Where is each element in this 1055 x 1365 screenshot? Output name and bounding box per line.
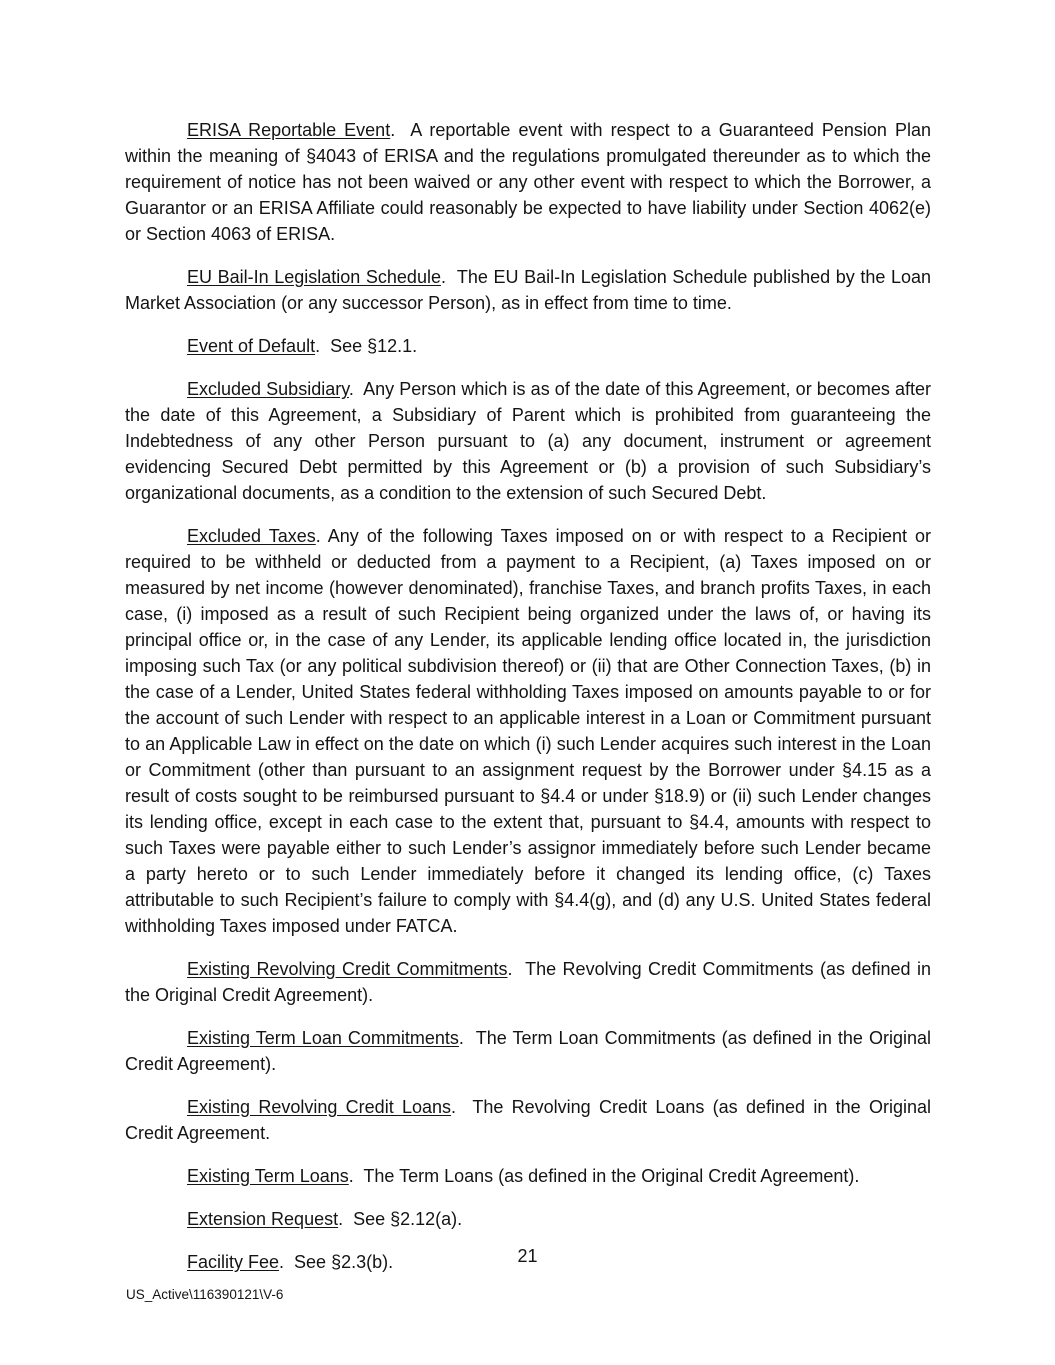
definition-text: . See §2.12(a). (338, 1209, 463, 1229)
defined-term: EU Bail-In Legislation Schedule (187, 267, 441, 287)
defined-term: ERISA Reportable Event (187, 120, 391, 140)
definition-text: . Any of the following Taxes imposed on or with respect to a Recipient or required to be withheld or deducted from a payment to a Recipient, (a) Taxes imposed on or measured by net income (however denominated), franchise Taxes, and branch profits Taxes, in each case, (i) imposed as a result of such Recipient being organized under the laws of, or having its principal office or, in the case of any Lender, its applicable lending office located in, the jurisdiction imposing such Tax (or any political subdivision thereof) or (ii) that are Other Connection Taxes, (b) in the case of a Lender, United States federal withholding Taxes imposed on amounts payable to or for the account of such Lender with respect to an applicable interest in a Loan or Commitment pursuant to an Applicable Law in effect on the date on which (i) such Lender acquires such interest in the Loan or Commitment (other than pursuant to an assignment request by the Borrower under §4.15 as a result of costs sought to be reimbursed pursuant to §4.4 or under §18.9) or (ii) such Lender changes its lending office, except in each case to the extent that, pursuant to §4.4, amounts with respect to such Taxes were payable either to such Lender’s assignor immediately before such Lender became a party hereto or to such Lender immediately before it changed its lending office, (c) Taxes attributable to such Recipient’s failure to comply with §4.4(g), and (d) any U.S. United States federal withholding Taxes imposed under FATCA. (125, 526, 931, 936)
definition-paragraph-erisa-reportable-event (125, 117, 931, 247)
defined-term: Facility Fee (187, 1252, 280, 1272)
definition-text: . The EU Bail-In Legislation Schedule published by the Loan Market Association (or any successor Person), as in effect from time to time. (125, 267, 931, 313)
definition-paragraph-existing-revolving-credit-commitments (125, 956, 931, 1008)
definition-text: . The Revolving Credit Commitments (as defined in the Original Credit Agreement). (125, 959, 931, 1005)
defined-term: Existing Revolving Credit Commitments (187, 959, 508, 979)
definition-text: . A reportable event with respect to a Guaranteed Pension Plan within the meaning of §4043 of ERISA and the regulations promulgated thereunder as to which the requirement of notice has not been waived or any other event with respect to which the Borrower, a Guarantor or an ERISA Affiliate could reasonably be expected to have liability under Section 4062(e) or Section 4063 of ERISA. (125, 120, 931, 244)
defined-term: Excluded Subsidiary (187, 379, 349, 399)
definition-text: . The Term Loan Commitments (as defined in the Original Credit Agreement). (125, 1028, 931, 1074)
definition-paragraph-excluded-subsidiary (125, 376, 931, 506)
definition-text: . The Revolving Credit Loans (as defined in the Original Credit Agreement. (125, 1097, 931, 1143)
defined-term: Excluded Taxes (187, 526, 316, 546)
definition-paragraph-existing-term-loans (125, 1163, 931, 1189)
definition-paragraph-excluded-taxes (125, 523, 931, 939)
definition-paragraph-eu-bail-in-legislation-schedule (125, 264, 931, 316)
defined-term: Extension Request (187, 1209, 339, 1229)
page-number: 21 (517, 1246, 538, 1266)
defined-term: Existing Term Loan Commitments (187, 1028, 459, 1048)
document-footer-reference: US_Active\116390121\V-6 (126, 1287, 284, 1302)
definition-text: . See §2.3(b). (279, 1252, 394, 1272)
defined-term: Existing Revolving Credit Loans (187, 1097, 452, 1117)
definition-paragraph-existing-term-loan-commitments (125, 1025, 931, 1077)
definition-text: . See §12.1. (315, 336, 418, 356)
definition-paragraph-event-of-default (125, 333, 931, 359)
definition-text: . The Term Loans (as defined in the Original Credit Agreement). (348, 1166, 860, 1186)
defined-term: Event of Default (187, 336, 316, 356)
definition-paragraph-extension-request (125, 1206, 931, 1232)
document-body (125, 117, 931, 1292)
defined-term: Existing Term Loans (187, 1166, 349, 1186)
definition-text: . Any Person which is as of the date of this Agreement, or becomes after the date of this Agreement, a Subsidiary of Parent which is prohibited from guaranteeing the Indebtedness of any other Person pursuant to (a) any document, instrument or agreement evidencing Secured Debt permitted by this Agreement or (b) a provision of such Subsidiary’s organizational documents, as a condition to the extension of such Secured Debt. (125, 379, 931, 503)
definition-paragraph-existing-revolving-credit-loans (125, 1094, 931, 1146)
